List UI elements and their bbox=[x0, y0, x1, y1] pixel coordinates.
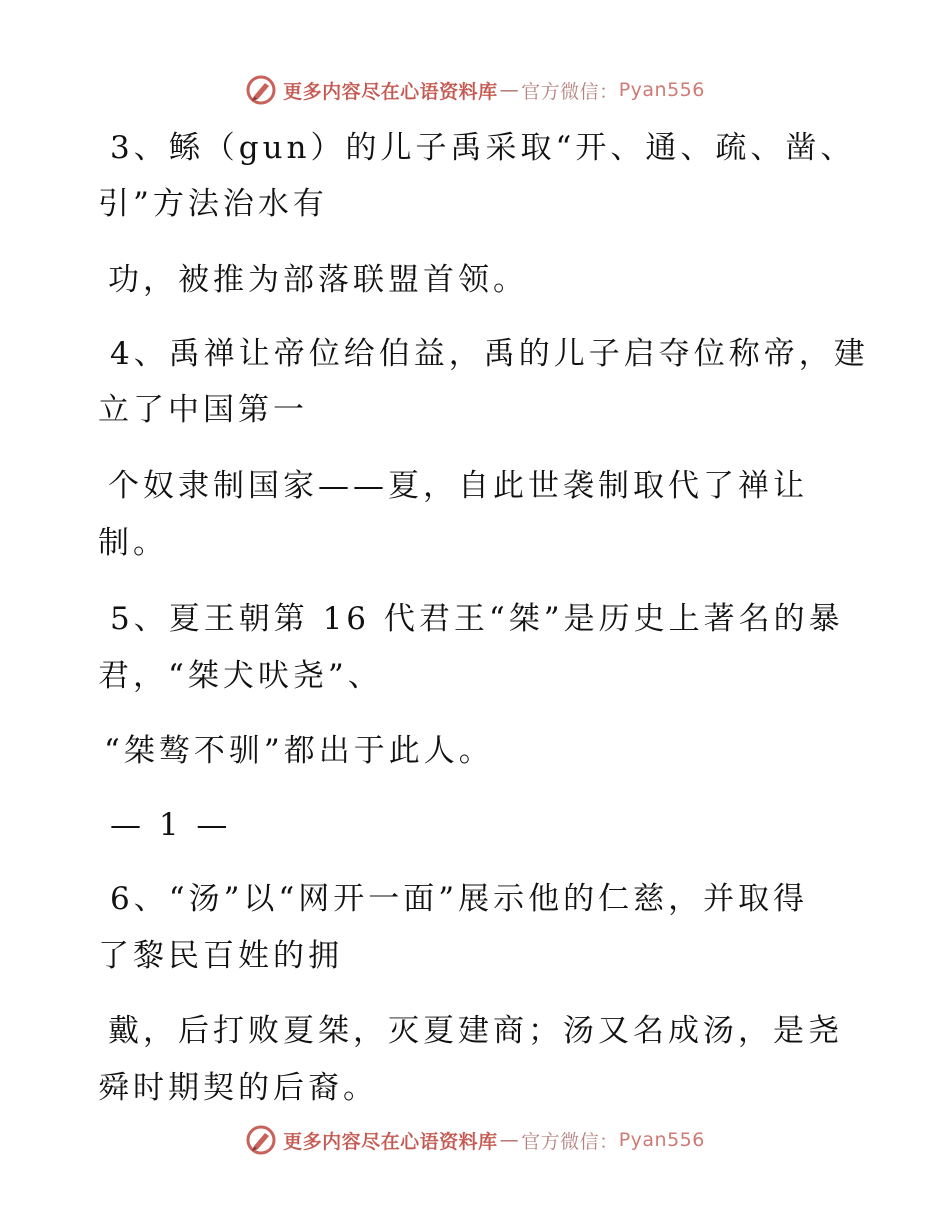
text-line: 君，“桀犬吠尧”、 bbox=[98, 658, 383, 694]
text-line: “桀骜不驯”都出于此人。 bbox=[104, 733, 494, 769]
watermark-brand: 更多内容尽在心语资料库 bbox=[283, 80, 498, 103]
watermark-brand: 更多内容尽在心语资料库 bbox=[283, 1130, 498, 1153]
text-line: 引”方法治水有 bbox=[98, 186, 328, 222]
footer-watermark bbox=[0, 1120, 950, 1160]
header-watermark bbox=[0, 70, 950, 110]
text-line: 个奴隶制国家——夏，自此世袭制取代了禅让 bbox=[108, 468, 808, 504]
text-line: 5、夏王朝第 16 代君王“桀”是历史上著名的暴 bbox=[110, 601, 844, 637]
watermark-wechat-id: Pyan556 bbox=[618, 1129, 705, 1151]
pen-logo-icon bbox=[245, 1124, 277, 1156]
pen-logo-icon bbox=[245, 74, 277, 106]
text-line: 戴，后打败夏桀，灭夏建商；汤又名成汤，是尧 bbox=[108, 1013, 843, 1049]
watermark-separator: — bbox=[499, 79, 520, 101]
text-line: 3、鲧（gun）的儿子禹采取“开、通、疏、凿、 bbox=[110, 130, 856, 166]
text-line: 立了中国第一 bbox=[98, 392, 308, 428]
text-line: 4、禹禅让帝位给伯益，禹的儿子启夺位称帝，建 bbox=[110, 336, 869, 372]
text-line: 制。 bbox=[98, 525, 168, 561]
watermark-wechat-id: Pyan556 bbox=[618, 79, 705, 101]
watermark-contact-label: 官方微信： bbox=[521, 1130, 619, 1153]
text-line: 功，被推为部落联盟首领。 bbox=[108, 262, 528, 298]
text-line: 6、“汤”以“网开一面”展示他的仁慈，并取得 bbox=[110, 881, 809, 917]
text-line: 舜时期契的后裔。 bbox=[98, 1070, 378, 1106]
text-line: 了黎民百姓的拥 bbox=[98, 938, 343, 974]
page-number: — 1 — bbox=[110, 807, 232, 843]
watermark-separator: — bbox=[499, 1129, 520, 1151]
watermark-contact-label: 官方微信： bbox=[521, 80, 619, 103]
